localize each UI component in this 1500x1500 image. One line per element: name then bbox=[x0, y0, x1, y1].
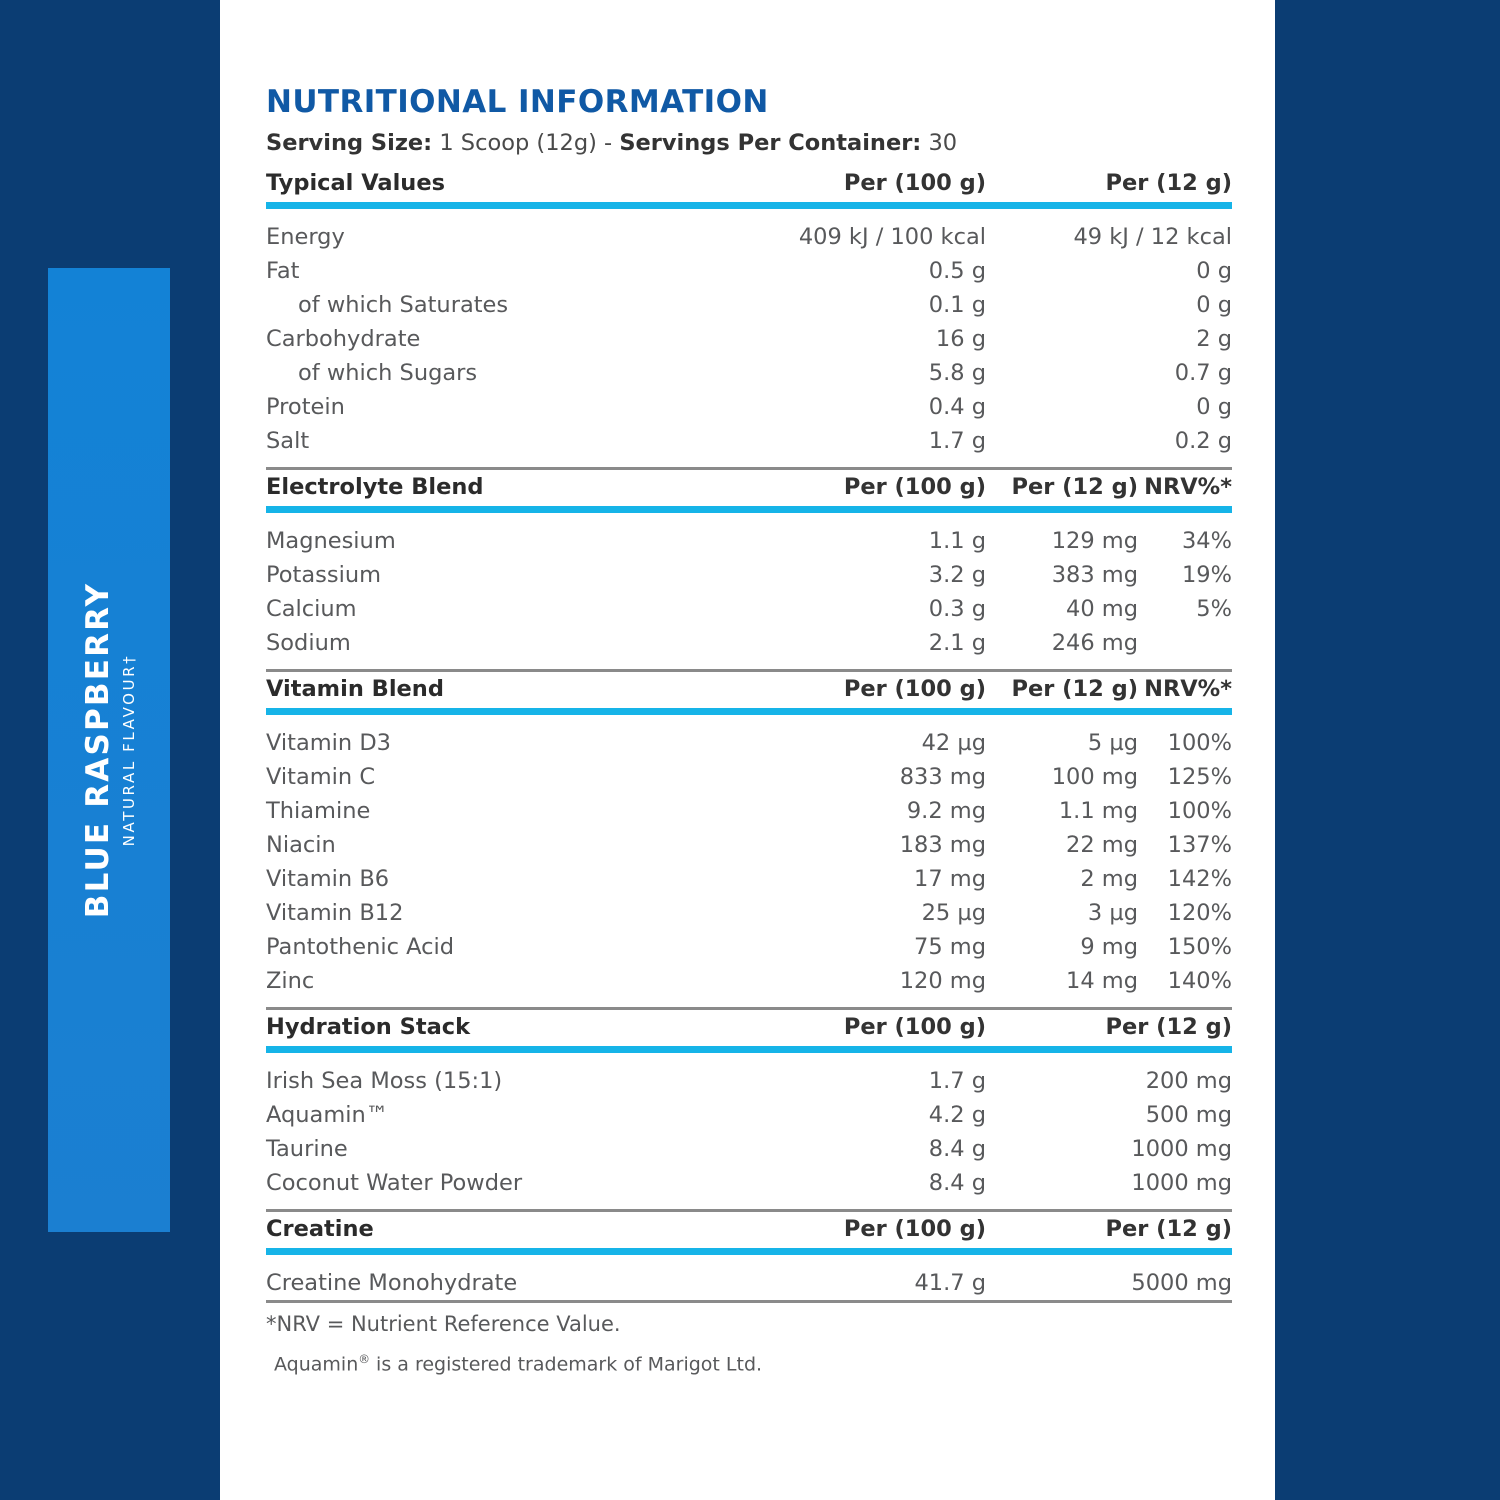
flavour-side-tab bbox=[48, 268, 170, 1232]
table-row bbox=[266, 626, 1232, 660]
table-header-row bbox=[266, 671, 1232, 712]
section-header-label: Typical Values bbox=[266, 170, 445, 196]
row-col2: 9 mg bbox=[1080, 933, 1138, 960]
spacer bbox=[266, 517, 1232, 524]
row-col1: 8.4 g bbox=[928, 1135, 986, 1162]
table-row bbox=[266, 558, 1232, 592]
table-row bbox=[266, 220, 1232, 254]
row-label: Coconut Water Powder bbox=[266, 1169, 523, 1196]
trademark-post: is a registered trademark of Marigot Ltd. bbox=[370, 1353, 763, 1376]
divider-cyan bbox=[266, 712, 1232, 719]
row-col3: 137% bbox=[1167, 831, 1232, 858]
row-label: Taurine bbox=[266, 1135, 348, 1162]
spacer bbox=[266, 660, 1232, 671]
row-col1: 2.1 g bbox=[928, 629, 986, 656]
row-col1: 1.1 g bbox=[928, 527, 986, 554]
section-header-col1: Per (100 g) bbox=[702, 1009, 986, 1050]
table-row bbox=[266, 356, 1232, 390]
row-col2: 0 g bbox=[1196, 257, 1232, 284]
row-col1: 409 kJ / 100 kcal bbox=[798, 223, 986, 250]
row-col1: 17 mg bbox=[914, 865, 986, 892]
row-col1: 5.8 g bbox=[928, 359, 986, 386]
row-label: Fat bbox=[266, 257, 300, 284]
table-row bbox=[266, 254, 1232, 288]
flavour-tab-inner bbox=[48, 268, 170, 1232]
table-row bbox=[266, 760, 1232, 794]
table-row bbox=[266, 390, 1232, 424]
trademark-symbol: ® bbox=[358, 1352, 371, 1366]
section-header-label: Creatine bbox=[266, 1211, 702, 1252]
row-col2: 22 mg bbox=[1066, 831, 1138, 858]
flavour-subtitle: NATURAL FLAVOUR† bbox=[120, 653, 138, 847]
row-col1: 833 mg bbox=[899, 763, 986, 790]
row-col2: 5000 mg bbox=[1131, 1269, 1232, 1296]
row-col1: 75 mg bbox=[914, 933, 986, 960]
table-header-row bbox=[266, 166, 1232, 206]
table-header-row bbox=[266, 1211, 1232, 1252]
row-col2: 0.2 g bbox=[1174, 427, 1232, 454]
spacer bbox=[266, 719, 1232, 726]
row-col2: 14 mg bbox=[1066, 967, 1138, 994]
section-header-label: Vitamin Blend bbox=[266, 671, 702, 712]
section-header-col1: Per (100 g) bbox=[702, 671, 986, 712]
row-col1: 0.3 g bbox=[928, 595, 986, 622]
row-col2: 0 g bbox=[1196, 291, 1232, 318]
row-col1: 0.5 g bbox=[928, 257, 986, 284]
row-col2: 500 mg bbox=[1145, 1101, 1232, 1128]
table-row bbox=[266, 424, 1232, 458]
row-col2: 0 g bbox=[1196, 393, 1232, 420]
row-col2: 1000 mg bbox=[1131, 1135, 1232, 1162]
serving-size-label: Serving Size: bbox=[266, 130, 433, 156]
servings-per-container-value: 30 bbox=[928, 130, 958, 156]
row-col1: 25 µg bbox=[921, 899, 986, 926]
row-col2: 200 mg bbox=[1145, 1067, 1232, 1094]
row-col3 bbox=[1138, 626, 1232, 660]
row-col2: 1.1 mg bbox=[1058, 797, 1138, 824]
row-col3: 150% bbox=[1167, 933, 1232, 960]
serving-info-line bbox=[266, 130, 1236, 156]
spacer bbox=[266, 213, 1232, 220]
spacer bbox=[266, 458, 1232, 469]
row-label: Zinc bbox=[266, 967, 315, 994]
row-label: Vitamin D3 bbox=[266, 729, 391, 756]
table-row bbox=[266, 288, 1232, 322]
row-col2: 383 mg bbox=[1051, 561, 1138, 588]
row-col1: 3.2 g bbox=[928, 561, 986, 588]
divider-cyan bbox=[266, 206, 1232, 213]
row-label: Magnesium bbox=[266, 527, 396, 554]
row-col2: 5 µg bbox=[1087, 729, 1138, 756]
row-label: Aquamin™ bbox=[266, 1101, 389, 1128]
spacer bbox=[266, 1200, 1232, 1211]
row-col3: 100% bbox=[1167, 729, 1232, 756]
row-col3: 100% bbox=[1167, 797, 1232, 824]
section-header-col2: Per (12 g) bbox=[1105, 170, 1232, 196]
row-label: Protein bbox=[266, 393, 345, 420]
row-label: Salt bbox=[266, 427, 310, 454]
row-label: Sodium bbox=[266, 629, 351, 656]
row-col3: 140% bbox=[1167, 967, 1232, 994]
row-label: of which Saturates bbox=[298, 291, 509, 318]
section-header-col1: Per (100 g) bbox=[702, 469, 986, 510]
nutrition-table bbox=[266, 166, 1232, 1304]
row-col2: 0.7 g bbox=[1174, 359, 1232, 386]
table-row bbox=[266, 964, 1232, 998]
row-col2: 246 mg bbox=[1051, 629, 1138, 656]
row-col3: 19% bbox=[1181, 561, 1232, 588]
section-header-label: Electrolyte Blend bbox=[266, 469, 702, 510]
table-row bbox=[266, 862, 1232, 896]
serving-size-value: 1 Scoop (12g) bbox=[439, 130, 597, 156]
flavour-name: BLUE RASPBERRY bbox=[80, 581, 116, 919]
row-col2: 1000 mg bbox=[1131, 1169, 1232, 1196]
table-row bbox=[266, 1266, 1232, 1302]
row-label: Potassium bbox=[266, 561, 382, 588]
row-col3: 125% bbox=[1167, 763, 1232, 790]
row-col3: 142% bbox=[1167, 865, 1232, 892]
table-row bbox=[266, 896, 1232, 930]
table-row bbox=[266, 828, 1232, 862]
table-row bbox=[266, 322, 1232, 356]
row-col3: 5% bbox=[1196, 595, 1232, 622]
section-header-col1: Per (100 g) bbox=[702, 1211, 986, 1252]
row-label: Pantothenic Acid bbox=[266, 933, 455, 960]
row-label: Thiamine bbox=[266, 797, 371, 824]
table-row bbox=[266, 794, 1232, 828]
section-header-col3: NRV%* bbox=[1138, 671, 1232, 712]
row-col2: 3 µg bbox=[1087, 899, 1138, 926]
spacer bbox=[266, 1057, 1232, 1064]
divider-cyan bbox=[266, 1050, 1232, 1057]
section-header-col2: Per (12 g) bbox=[986, 1211, 1232, 1252]
row-label: Energy bbox=[266, 223, 345, 250]
row-col3: 34% bbox=[1181, 527, 1232, 554]
row-label: Niacin bbox=[266, 831, 336, 858]
section-header-col1: Per (100 g) bbox=[843, 170, 986, 196]
row-col1: 120 mg bbox=[899, 967, 986, 994]
table-header-row bbox=[266, 1009, 1232, 1050]
spacer bbox=[266, 1259, 1232, 1266]
flavour-rotated-text bbox=[80, 582, 138, 918]
divider-cyan bbox=[266, 510, 1232, 517]
row-col1: 9.2 mg bbox=[906, 797, 986, 824]
row-col1: 41.7 g bbox=[914, 1269, 986, 1296]
row-label: Vitamin B12 bbox=[266, 899, 404, 926]
row-col2: 129 mg bbox=[1051, 527, 1138, 554]
row-col1: 4.2 g bbox=[928, 1101, 986, 1128]
page-title: NUTRITIONAL INFORMATION bbox=[266, 84, 769, 120]
section-header-col2: Per (12 g) bbox=[986, 469, 1138, 510]
row-col1: 1.7 g bbox=[928, 1067, 986, 1094]
table-row bbox=[266, 1132, 1232, 1166]
section-header-col2: Per (12 g) bbox=[986, 1009, 1232, 1050]
row-label: Vitamin B6 bbox=[266, 865, 390, 892]
row-col2: 2 g bbox=[1196, 325, 1232, 352]
table-row bbox=[266, 930, 1232, 964]
row-label: Vitamin C bbox=[266, 763, 376, 790]
trademark-pre: Aquamin bbox=[274, 1353, 359, 1376]
row-label: Creatine Monohydrate bbox=[266, 1269, 518, 1296]
trademark-footnote bbox=[266, 1352, 1236, 1375]
table-row bbox=[266, 1064, 1232, 1098]
row-col1: 183 mg bbox=[899, 831, 986, 858]
row-col1: 0.1 g bbox=[928, 291, 986, 318]
divider-cyan bbox=[266, 1252, 1232, 1259]
row-col2: 100 mg bbox=[1051, 763, 1138, 790]
spacer bbox=[266, 998, 1232, 1009]
table-row bbox=[266, 1098, 1232, 1132]
serving-separator: - bbox=[604, 130, 613, 156]
section-header-label: Hydration Stack bbox=[266, 1009, 702, 1050]
nutrition-content bbox=[266, 84, 1236, 1375]
row-col1: 16 g bbox=[935, 325, 986, 352]
table-row bbox=[266, 1166, 1232, 1200]
servings-per-container-label: Servings Per Container: bbox=[619, 130, 922, 156]
row-col2: 2 mg bbox=[1080, 865, 1138, 892]
section-header-col3: NRV%* bbox=[1138, 469, 1232, 510]
table-row bbox=[266, 524, 1232, 558]
table-row bbox=[266, 592, 1232, 626]
table-row bbox=[266, 726, 1232, 760]
table-header-row bbox=[266, 469, 1232, 510]
row-col1: 1.7 g bbox=[928, 427, 986, 454]
section-header-col2: Per (12 g) bbox=[986, 671, 1138, 712]
footnotes bbox=[266, 1312, 1236, 1375]
row-col1: 42 µg bbox=[921, 729, 986, 756]
divider-bottom bbox=[266, 1301, 1232, 1304]
row-label: Carbohydrate bbox=[266, 325, 421, 352]
row-label: Calcium bbox=[266, 595, 357, 622]
row-col1: 0.4 g bbox=[928, 393, 986, 420]
row-label: Irish Sea Moss (15:1) bbox=[266, 1067, 503, 1094]
row-label: of which Sugars bbox=[298, 359, 478, 386]
row-col1: 8.4 g bbox=[928, 1169, 986, 1196]
row-col2: 49 kJ / 12 kcal bbox=[1073, 223, 1232, 250]
nrv-footnote: *NRV = Nutrient Reference Value. bbox=[266, 1312, 621, 1336]
row-col2: 40 mg bbox=[1066, 595, 1138, 622]
row-col3: 120% bbox=[1167, 899, 1232, 926]
